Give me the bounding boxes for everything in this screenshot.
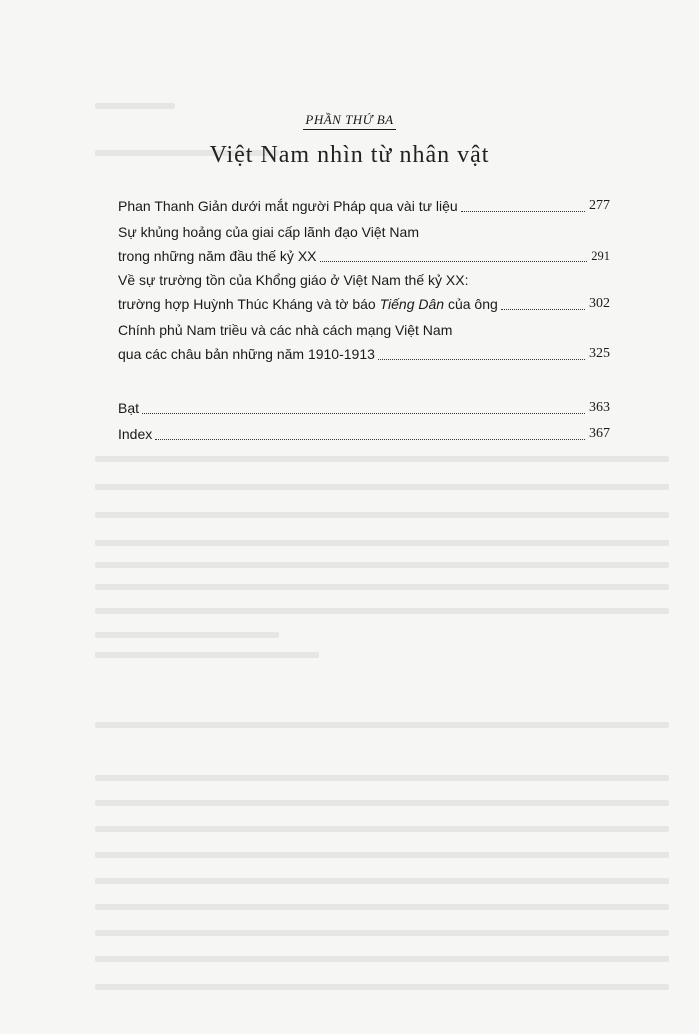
toc-page-number: 277 bbox=[589, 198, 610, 213]
show-through-line bbox=[95, 800, 669, 806]
show-through-line bbox=[95, 652, 319, 658]
show-through-line bbox=[95, 562, 669, 568]
newspaper-name: Tiếng Dân bbox=[379, 296, 445, 312]
toc-page-number: 325 bbox=[589, 346, 610, 361]
toc-entry-title: Chính phủ Nam triều và các nhà cách mạng Việt Nam bbox=[118, 322, 453, 338]
show-through-line bbox=[95, 878, 669, 884]
show-through-line bbox=[95, 512, 669, 518]
show-through-line bbox=[95, 956, 669, 962]
show-through-line bbox=[95, 584, 669, 590]
dot-leader bbox=[501, 308, 585, 310]
show-through-line bbox=[95, 103, 175, 109]
part-label-text: PHẦN THỨ BA bbox=[303, 112, 395, 130]
show-through-line bbox=[95, 608, 669, 614]
show-through-line bbox=[95, 632, 279, 638]
toc-entry-title-cont: trong những năm đầu thế kỷ XX bbox=[118, 248, 317, 264]
toc-entry[interactable] bbox=[118, 318, 610, 366]
show-through-line bbox=[95, 456, 669, 462]
toc-entry-title: Bạt bbox=[118, 400, 140, 416]
show-through-line bbox=[95, 775, 669, 781]
toc-entry[interactable] bbox=[118, 220, 610, 268]
toc-entry-title: Về sự trường tồn của Khổng giáo ở Việt Nam thế kỷ XX: bbox=[118, 272, 469, 288]
show-through-line bbox=[95, 826, 669, 832]
toc-page-number: 291 bbox=[591, 249, 610, 263]
show-through-line bbox=[95, 722, 669, 728]
toc-entry-title: Phan Thanh Giản dưới mắt người Pháp qua vài tư liệu bbox=[118, 198, 458, 214]
toc-entry[interactable] bbox=[118, 422, 610, 446]
part-label bbox=[0, 112, 699, 128]
toc-page-number: 302 bbox=[589, 296, 610, 311]
show-through-line bbox=[95, 984, 669, 990]
dot-leader bbox=[142, 412, 585, 414]
toc-entry-title-cont: qua các châu bản những năm 1910-1913 bbox=[118, 346, 375, 362]
dot-leader bbox=[461, 210, 585, 212]
toc-entry[interactable] bbox=[118, 194, 610, 218]
toc-entry-title: Sự khủng hoảng của giai cấp lãnh đạo Việt Nam bbox=[118, 224, 419, 240]
show-through-line bbox=[95, 930, 669, 936]
show-through-line bbox=[95, 852, 669, 858]
dot-leader bbox=[378, 358, 585, 360]
dot-leader bbox=[320, 260, 588, 262]
toc-entry[interactable] bbox=[118, 396, 610, 420]
dot-leader bbox=[155, 438, 585, 440]
toc-entry-title: Index bbox=[118, 426, 153, 442]
show-through-line bbox=[95, 484, 669, 490]
part-title: Việt Nam nhìn từ nhân vật bbox=[209, 142, 490, 168]
show-through-line bbox=[95, 904, 669, 910]
toc-page-number: 367 bbox=[589, 426, 610, 441]
toc-entry[interactable] bbox=[118, 268, 610, 316]
toc-entry-title-cont: trường hợp Huỳnh Thúc Kháng và tờ báo Tiếng Dân của ông bbox=[118, 296, 498, 312]
show-through-line bbox=[95, 540, 669, 546]
toc-page-number: 363 bbox=[589, 400, 610, 415]
